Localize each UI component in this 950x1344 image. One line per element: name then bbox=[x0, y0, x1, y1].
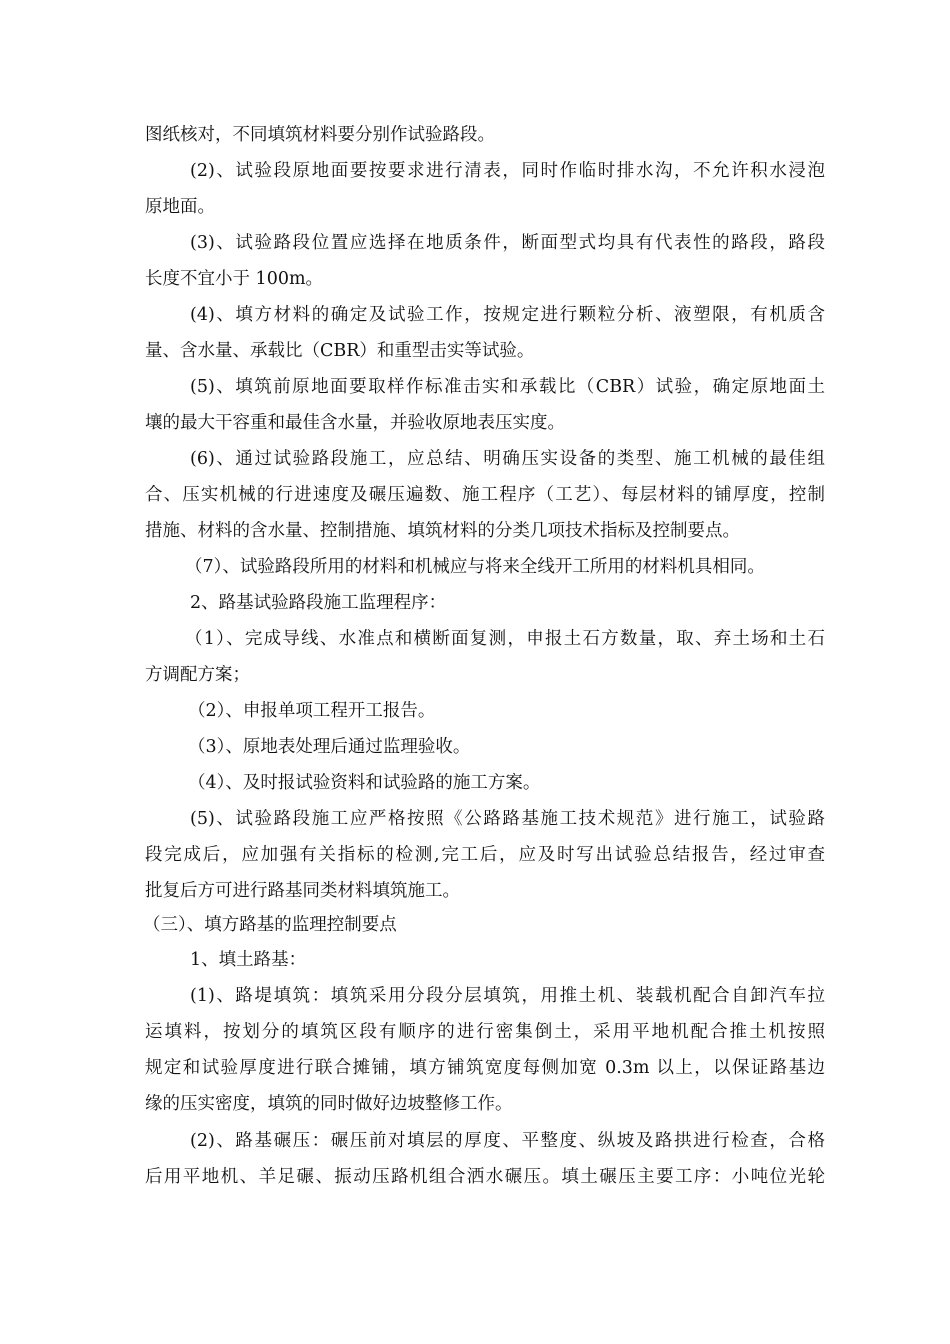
text-line: 长度不宜小于 100m。 bbox=[145, 269, 324, 289]
text-line: 措施、材料的含水量、控制措施、填筑材料的分类几项技术指标及控制要点。 bbox=[145, 521, 740, 541]
text-line: 规定和试验厚度进行联合摊铺，填方铺筑宽度每侧加宽 0.3m 以上，以保证路基边 bbox=[145, 1058, 825, 1078]
text-line: (5)、试验路段施工应严格按照《公路路基施工技术规范》进行施工，试验路 bbox=[190, 809, 825, 829]
text-line: 后用平地机、羊足碾、振动压路机组合洒水碾压。填土碾压主要工序：小吨位光轮 bbox=[145, 1167, 825, 1187]
text-line: 方调配方案； bbox=[145, 665, 250, 685]
text-line: (2)、试验段原地面要按要求进行清表，同时作临时排水沟，不允许积水浸泡 bbox=[190, 161, 825, 181]
section-heading: （三）、填方路基的监理控制要点 bbox=[143, 915, 397, 935]
text-line: (1)、路堤填筑：填筑采用分段分层填筑，用推土机、装载机配合自卸汽车拉 bbox=[190, 986, 825, 1006]
text-line: 原地面。 bbox=[145, 197, 215, 217]
text-line: （3）、原地表处理后通过监理验收。 bbox=[188, 737, 471, 757]
text-line: 缘的压实密度，填筑的同时做好边坡整修工作。 bbox=[145, 1094, 513, 1114]
text-line: 批复后方可进行路基同类材料填筑施工。 bbox=[145, 881, 460, 901]
text-line: 量、含水量、承载比（CBR）和重型击实等试验。 bbox=[145, 341, 535, 361]
subsection-heading: 1、填土路基： bbox=[190, 950, 307, 970]
text-line: (6)、通过试验路段施工，应总结、明确压实设备的类型、施工机械的最佳组 bbox=[190, 449, 825, 469]
text-line: 2、路基试验路段施工监理程序： bbox=[190, 593, 447, 613]
text-line: 段完成后，应加强有关指标的检测,完工后，应及时写出试验总结报告，经过审查 bbox=[145, 845, 825, 865]
text-line: （1）、完成导线、水准点和横断面复测，申报土石方数量，取、弃土场和土石 bbox=[185, 629, 825, 649]
text-line: (5)、填筑前原地面要取样作标准击实和承载比（CBR）试验，确定原地面土 bbox=[190, 377, 825, 397]
text-line: (4)、填方材料的确定及试验工作，按规定进行颗粒分析、液塑限，有机质含 bbox=[190, 305, 825, 325]
text-line: (2)、路基碾压：碾压前对填层的厚度、平整度、纵坡及路拱进行检查，合格 bbox=[190, 1131, 825, 1151]
text-line: 运填料，按划分的填筑区段有顺序的进行密集倒土，采用平地机配合推土机按照 bbox=[145, 1022, 825, 1042]
text-line: （4）、及时报试验资料和试验路的施工方案。 bbox=[188, 773, 541, 793]
text-line: 图纸核对，不同填筑材料要分别作试验路段。 bbox=[145, 125, 495, 145]
text-line: （7）、试验路段所用的材料和机械应与将来全线开工所用的材料机具相同。 bbox=[185, 557, 765, 577]
text-line: （2）、申报单项工程开工报告。 bbox=[188, 701, 436, 721]
text-line: (3)、试验路段位置应选择在地质条件，断面型式均具有代表性的路段，路段 bbox=[190, 233, 825, 253]
text-line: 壤的最大干容重和最佳含水量，并验收原地表压实度。 bbox=[145, 413, 565, 433]
text-line: 合、压实机械的行进速度及碾压遍数、施工程序（工艺）、每层材料的铺厚度，控制 bbox=[145, 485, 825, 505]
